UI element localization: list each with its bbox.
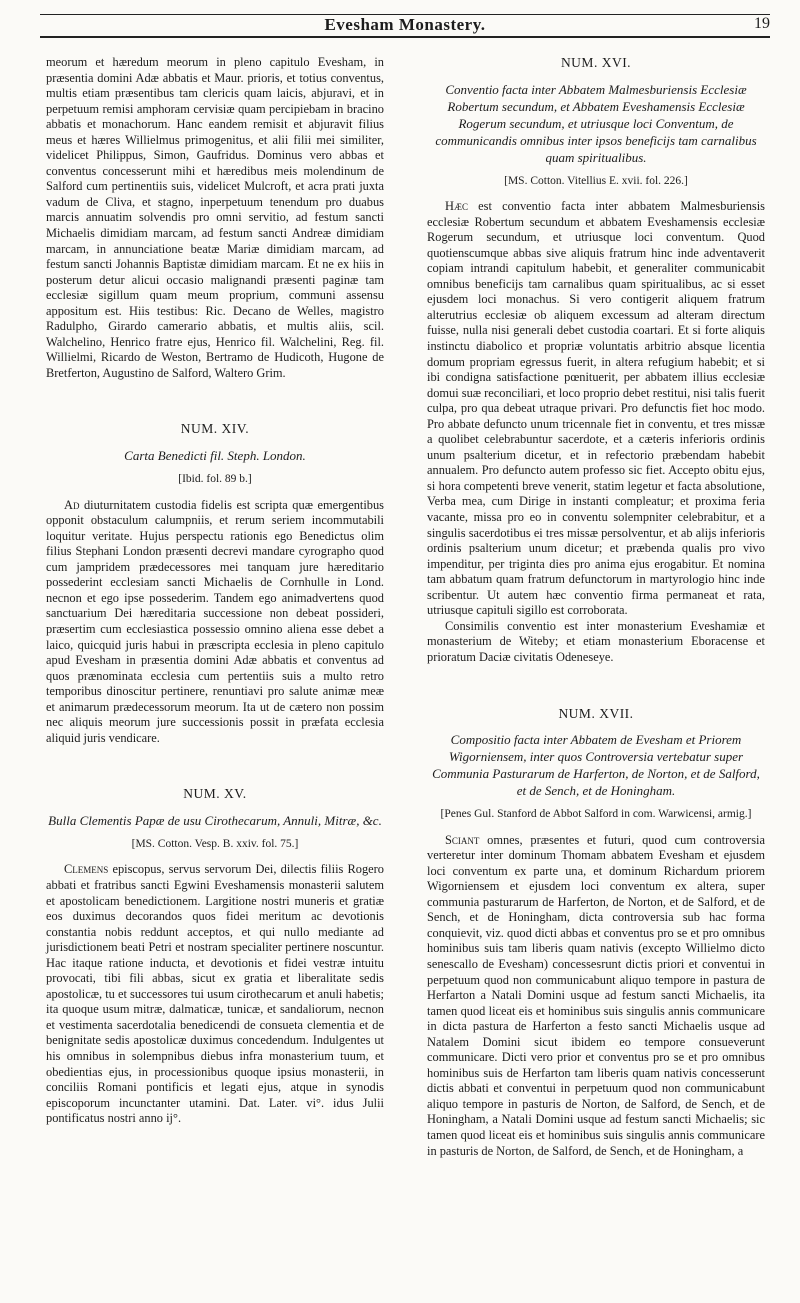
header-rule-bottom	[40, 36, 770, 38]
running-head: Evesham Monastery.	[324, 15, 486, 34]
section-heading-15: NUM. XV.	[183, 786, 247, 802]
initial-word: Sciant	[445, 832, 480, 847]
section-heading-14: NUM. XIV.	[180, 421, 250, 437]
continued-paragraph: meorum et hæredum meorum in pleno capitulo Evesham, in præsentia domini Adæ abbatis et Maur. prioris, et totius conventus, multis etiam præsentibus tam clericis quam laicis, abjuravi, et in perpetuum remisi amphoram cervisiæ quam percipiebam in bracino abbatis et monachorum. Hanc eandem remisit et abjuravit filius meus et hæres Willielmus primogenitus, et alii filii mei similiter, videlicet Philippus, Simon, Gaufridus. Dominus vero abbas et conventus concesserunt mihi et hæredibus meis molendinum de Salford cum pertinentiis suis, videlicet Mulcroft, et acra prati juxta vadum de Cliva, et stagno, inperpetuum tenendum pro duabus marcis annuatim solvendis pro omni servitio, ad festum sancti Michaelis dimidiam marcam, ad festum sancti Andreæ dimidiam marcam, in annunciatione beatæ Mariæ dimidiam marcam, ad festum sancti Johannis Baptistæ dimidiam marcam. Et ne ex hiis in posterum detur alicui occasio malignandi præsenti paginæ tam ecclesiæ sigillum quam meum proprium, communi assensu appositum est. Hiis testibus: Ric. Decano de Welles, magistro Radulpho, Girardo camerario abbatis, et multis aliis, scil. Walchelino, Henrico fratre ejus, Henrico fil. Walchelini, Reg. fil. Willielmi, Ricardo de Weston, Bertramo de Hudicoth, Hugone de Bretferton, Augustino de Salford, Waltero Grim.	[46, 55, 384, 380]
section-heading-16: NUM. XVI.	[560, 55, 632, 70]
right-column	[427, 55, 765, 1159]
initial-word: Hæc	[445, 199, 468, 214]
section-title-14: Carta Benedicti fil. Steph. London.	[124, 448, 306, 464]
section-body-14: Ad diuturnitatem custodia fidelis est scripta quæ emergentibus opponit obstaculum calumpniis, et rerum seriem incommutabili loquitur veritate. Hujus perspectu rationis ego Benedictus olim filius Stephani London præsenti decrevi mandare cyrographo quod cum jampridem prædecessores mei tanquam jure hæreditario possederint ecclesiam sancti Michaelis de Cornhulle in Lond. necnon et ego ipse possederim. Tandem ego animadvertens quod sanctuarium Dei hæreditaria successione non debeat possideri, præsertim cum ecclesiastica possessio omnino aliena esse debet a laico, quicquid juris habui in præscripta ecclesia in pleno capitulo apud Evesham in præsentia domini Adæ abbatis et conventus ad quos prænominata ecclesia cum pertentiis suis a multo retro temporibus dinoscitur pertinere, renuntiavi pro salute animæ meæ et animarum prædecessorum meorum. Ita ut de cætero non possim nec aliquis meorum jure successionis possit in præfata ecclesia aliquid juris vendicare.	[46, 497, 384, 745]
source-citation-15: [MS. Cotton. Vesp. B. xxiv. fol. 75.]	[131, 837, 299, 850]
source-citation-17: [Penes Gul. Stanford de Abbot Salford in com. Warwicensi, armig.]	[440, 808, 752, 821]
section-body-17: Sciant omnes, præsentes et futuri, quod cum controversia verteretur inter dominum Thomam abbatem Evesham et ejusdem loci conventum ex parte una, et dominum Richardum priorem Wigorniensem et ejusdem loci conventum ex altera, super communia pasturarum de Harferton, de Norton, et de Salford, et de Sench, et de Honingham, dicta controversia sub hac forma conquievit, viz. quod dicti abbas et conventus pro se et pro omnibus hominibus suis tam liberis quam nativis (excepto Willielmo dicto senescallo de Evesham) concessesrunt dictis priori et conventui in perpetuum quod non communicabunt aliquo tempore in pastura de Herfarton a Natali Domini usque ad festum sancti Michaelis, ita tamen quod liceat eis et hominibus suis singulis annis communicare in dicta pastura de Harferton a festo sancti Michaelis usque ad Natalem Domini sicut ibidem eo tempore consueverunt communicare. Dicti vero prior et conventus pro se et pro omnibus hominibus suis de Herfarton tam liberis quam nativis concesserunt dictis abbati et conventui in perpetuum quod non communicabunt aliquo tempore in pasturis de Norton, de Salford, de Sench, et de Honingham, a Natali Domini usque ad festum sancti Michaelis; sic tamen quod liceat eis et hominibus suis singulis annis communicare in pasturis de Norton, de Salford, de Sench, et de Honingham, a	[427, 832, 765, 1158]
section-body-16-note: Consimilis conventio est inter monasterium Eveshamiæ et monasterium de Witeby; et etiam monasterium Eboracense et prioratum Daciæ civitatis Odeneseye.	[427, 618, 765, 664]
section-heading-17: NUM. XVII.	[558, 705, 634, 721]
page-number: 19	[754, 15, 770, 32]
section-title-15: Bulla Clementis Papæ de usu Cirothecarum, Annuli, Mitræ, &c.	[48, 812, 382, 828]
source-citation-16: [MS. Cotton. Vitellius E. xvii. fol. 226.]	[504, 174, 688, 187]
section-title-17: Compositio facta inter Abbatem de Evesham et Priorem Wigorniensem, inter quos Controversia vertebatur super Communia Pasturarum de Harferton, de Norton, et de Salford, et de Sench, et de Honingham.	[432, 732, 760, 799]
section-body-15: Clemens episcopus, servus servorum Dei, dilectis filiis Rogero abbati et fratribus sancti Egwini Eveshamensis monasterii salutem et apostolicam benedictionem. Largitione nostri muneris et gratiæ eos duximus decorandos quos fidei meritum ac devotionis constantia nobis reddunt acceptos, et qui nullo mediante ad jurisdictionem beati Petri et nostram specialiter pertinere noscuntur. Hac itaque ratione inducta, et devotionis et fidei vestræ intuitu provocati, tibi fili abbas, sicut ex gratia et liberalitate sedis apostolicæ, tu et successores tui usum cirothecarum et anuli habetis; ita quoque usum mitræ, dalmaticæ, tunicæ, et sandaliorum, necnon et vestimenta sacerdotalia benedicendi de consueta clementia et de benignitate sedis apostolicæ duximus concedendum. Indulgentes ut his omnibus in solempnibus diebus infra monasterium tuum, et obedientias ejus, in processionibus quoque ipsius monasterii, in conciliis Romani pontificis et legati ejus, atque in synodis episcoporum incunctanter utamini. Dat. Later. vi°. idus Julii pontificatus nostri anno ij°.	[46, 862, 384, 1126]
section-title-16: Conventio facta inter Abbatem Malmesburiensis Ecclesiæ Robertum secundum, et Abbatem Eveshamensis Ecclesiæ Rogerum secundum, et utriusque loci Conventum, de communicandis omnibus inter ipsos beneficijs tam carnalibus quam spiritualibus.	[435, 81, 757, 165]
initial-word: Clemens	[64, 862, 109, 877]
left-column	[46, 55, 384, 1127]
initial-word: Ad	[64, 497, 80, 512]
source-citation-14: [Ibid. fol. 89 b.]	[178, 473, 252, 486]
section-body-16: Hæc est conventio facta inter abbatem Malmesburiensis ecclesiæ Robertum secundum et abbatem Eveshamensis ecclesiæ Rogerum secundum, et utriusque loci conventum. Quod quotienscumque abbas sive aliquis fratrum hinc inde adventaverit copiam intrandi capitulum habebit, et generaliter communicabit omnibus beneficijs tam carnalibus quam spiritualibus, ac si esset ejusdem loci monachus. Si vero contigerit aliquem fratrum alterutrius ecclesiæ ob aliquem excessum ad alteram directum fuisse, nulla nisi generali debet custodia coartari. Et si forte aliquis instinctu diabolico et propriæ voluntatis arbitrio absque licentia domum propriam egressus fuerit, in altera refugium habebit; et si ibi condigna satisfactione pœnituerit, per abbatem illius ecclesiæ domui suæ reconciliari, et loco proprio debet restitui, nisi talis fuerit culpa, pro qua debeat utraque privari. Pro defunctis fiet hoc modo. Pro abbate defuncto unum tricennale fiet in conventu, et tres missæ a quolibet celebrabuntur sacerdote, et a cæteris inferioris ordinis unum psalterium dicetur, et in refectorio præbendam habebit annualem. Pro defuncto autem professo sic fiet. Accepto obitu ejus, si hora competenti breve venerit, statim legetur et facta absolutione, Verba mea, cum Dirige in instanti compleatur; et proxima feria vacante, missa pro eo in conventu solempniter celebrabitur, et a singulis sacerdotibus ei tres missæ persolventur, et ab alijs inferioris ordinis psalterium unum dicetur; et præbenda qualis pro vivo impenditur, per triginta dies pro anima ejus erogabitur. Et nomina tam abbatum quam fratrum defunctorum in martyrologio hinc inde scribentur. Ut autem hæc conventio firma permaneat et rata, utriusque capituli sigillo est corroborata.	[427, 199, 765, 618]
